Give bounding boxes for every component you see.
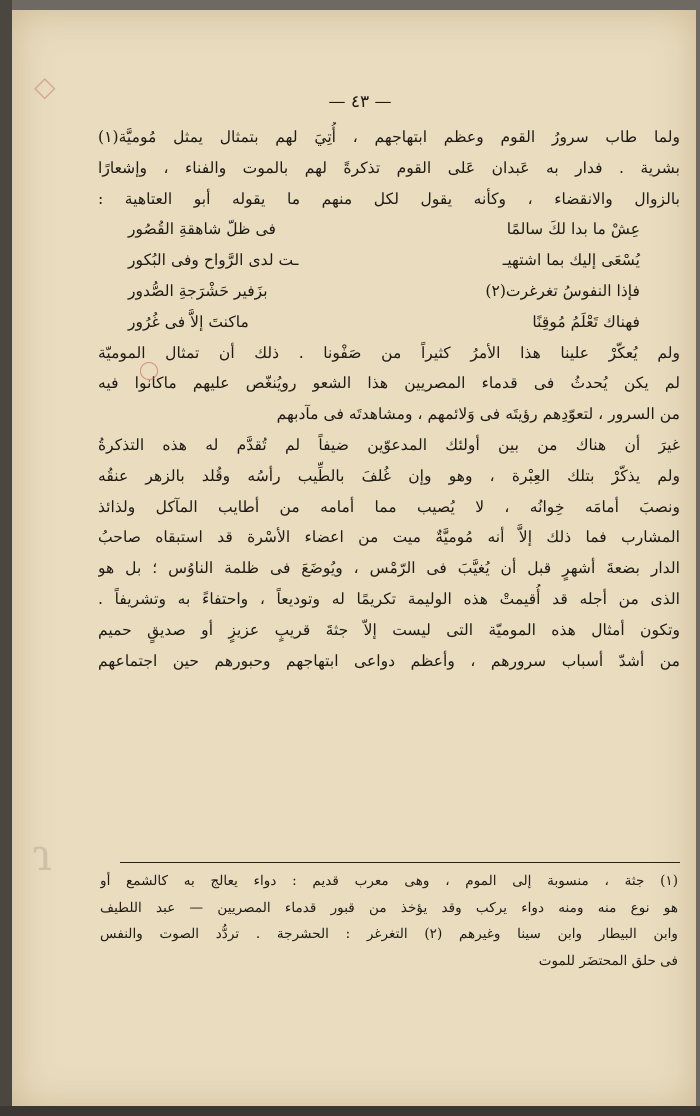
verse-second-hemistich: ماكنتَ إلاَّ فى غُرُور bbox=[128, 312, 249, 331]
verse-second-hemistich: بزَفير حَشْرَجةِ الصُّدور bbox=[128, 281, 268, 300]
text-line: الذى من أجله قد أُقيمتْ هذه الوليمة تكريمًا له وتوديعاً ، واحتفاءً به وتشريفاً . bbox=[98, 589, 680, 608]
text-line: ونصبَ أمامَه خِوانُه ، لا يُصيب مما أمامه من أطايب المآكل ولذائذ bbox=[98, 497, 680, 516]
margin-pencil-mark: ɿ bbox=[32, 830, 52, 881]
text-line: من أشدّ أسباب سرورهم ، وأعظم دواعى ابتهاجهم وحبورهم حين اجتماعهم bbox=[98, 651, 680, 670]
text-line: من السرور ، لتعوّدِهم رؤيتَه فى وَلائمهم ، ومشاهدتَه فى مآدبهم bbox=[276, 405, 680, 424]
text-line: لم يكن يُحدثُ فى قدماء المصريين هذا الشعو رويُنغّص عليهم ماكانوا فيه bbox=[98, 374, 680, 393]
verse-line bbox=[128, 307, 640, 338]
text-line: بالزوال والانقضاء ، وكأنه يقول لكل منهم ما يقوله أبو العتاهية : bbox=[98, 189, 680, 208]
verse-first-hemistich: فهناك تَعْلَمُ مُوقِنًا bbox=[532, 312, 640, 331]
verse-first-hemistich: فإذا النفوسُ تغرغرت(٢) bbox=[485, 281, 640, 300]
verse-first-hemistich: عِشْ ما بدا لكَ سالمًا bbox=[506, 220, 640, 239]
text-line: ولم يُعكّرْ علينا هذا الأمرُ كثيراً من صَفْونا . ذلك أن تمثال الموميّة bbox=[98, 343, 680, 362]
footnote-line: هو نوع منه ومنه دواء يركب وقد يؤخذ من قبور قدماء المصريين — عبد اللطيف bbox=[100, 899, 678, 916]
text-line: غيرَ أن هناك من بين أولئك المدعوّين ضيفاً لم تُقدَّم له هذه التذكرةُ bbox=[98, 435, 680, 454]
footnote-line: فى حلق المحتضَر للموت bbox=[538, 952, 678, 969]
text-line: بشرية . فدار به عَبدان عَلى القوم تذكرةً لهم بالموت والفناء ، وإشعارًا bbox=[98, 158, 680, 177]
main-text bbox=[98, 122, 680, 676]
page-bottom-edge bbox=[0, 1106, 700, 1116]
verse-line bbox=[128, 245, 640, 276]
text-line: ولم يذكّرْ بتلك العِبْرة ، وهو وإن غُلفَ بالطِّيب رأسُه وقُلد بالزهر عنقُه bbox=[98, 466, 680, 485]
margin-stamp-mark: ◇ bbox=[34, 70, 56, 103]
text-line: الدار بضعةَ أشهرٍ قبل أن يُغيَّبَ فى الرّمْس ، ويُوضَعَ فى ظلمة الناوُس ؛ بل هو bbox=[98, 559, 680, 578]
footnote-line: وابن البيطار وابن سينا وغيرهم (٢) التغرغر : الحشرجة . تردُّد الصوت والنفس bbox=[100, 926, 678, 942]
ink-circle-mark bbox=[140, 362, 158, 380]
text-line: وتكون أمثال هذه الموميّة التى ليست إلاّ جثةَ قريبٍ عزيزٍ أو صديقٍ حميم bbox=[98, 620, 680, 639]
book-spine bbox=[0, 0, 12, 1116]
verse-second-hemistich: ـت لدى الرَّواح وفى البُكور bbox=[128, 251, 299, 270]
footnote-line: (١) جثة ، منسوبة إلى الموم ، وهى معرب قديم : دواء يعالج به كالشمع أو bbox=[100, 873, 678, 889]
text-line: المشارب فما ذلك إلاَّ أنه مُوميَّةٌ ميت من اعضاء الأسْرة قد استبقاه صاحبُ bbox=[98, 528, 680, 547]
verse-second-hemistich: فى ظلّ شاهقةِ القُصُور bbox=[128, 220, 276, 239]
verse-line bbox=[128, 276, 640, 307]
footnotes bbox=[100, 868, 678, 974]
verse-first-hemistich: يُسْعَى إليك بما اشتهيـ bbox=[502, 251, 640, 270]
page-number: — ٤٣ — bbox=[328, 92, 392, 112]
footnote-separator bbox=[120, 862, 680, 863]
verse-line bbox=[128, 214, 640, 245]
poem-verses bbox=[98, 214, 680, 337]
text-line: ولما طاب سرورُ القوم وعظم ابتهاجهم ، أُتِيَ لهم بتمثال يمثل مُوميَّة(١) bbox=[98, 128, 680, 146]
